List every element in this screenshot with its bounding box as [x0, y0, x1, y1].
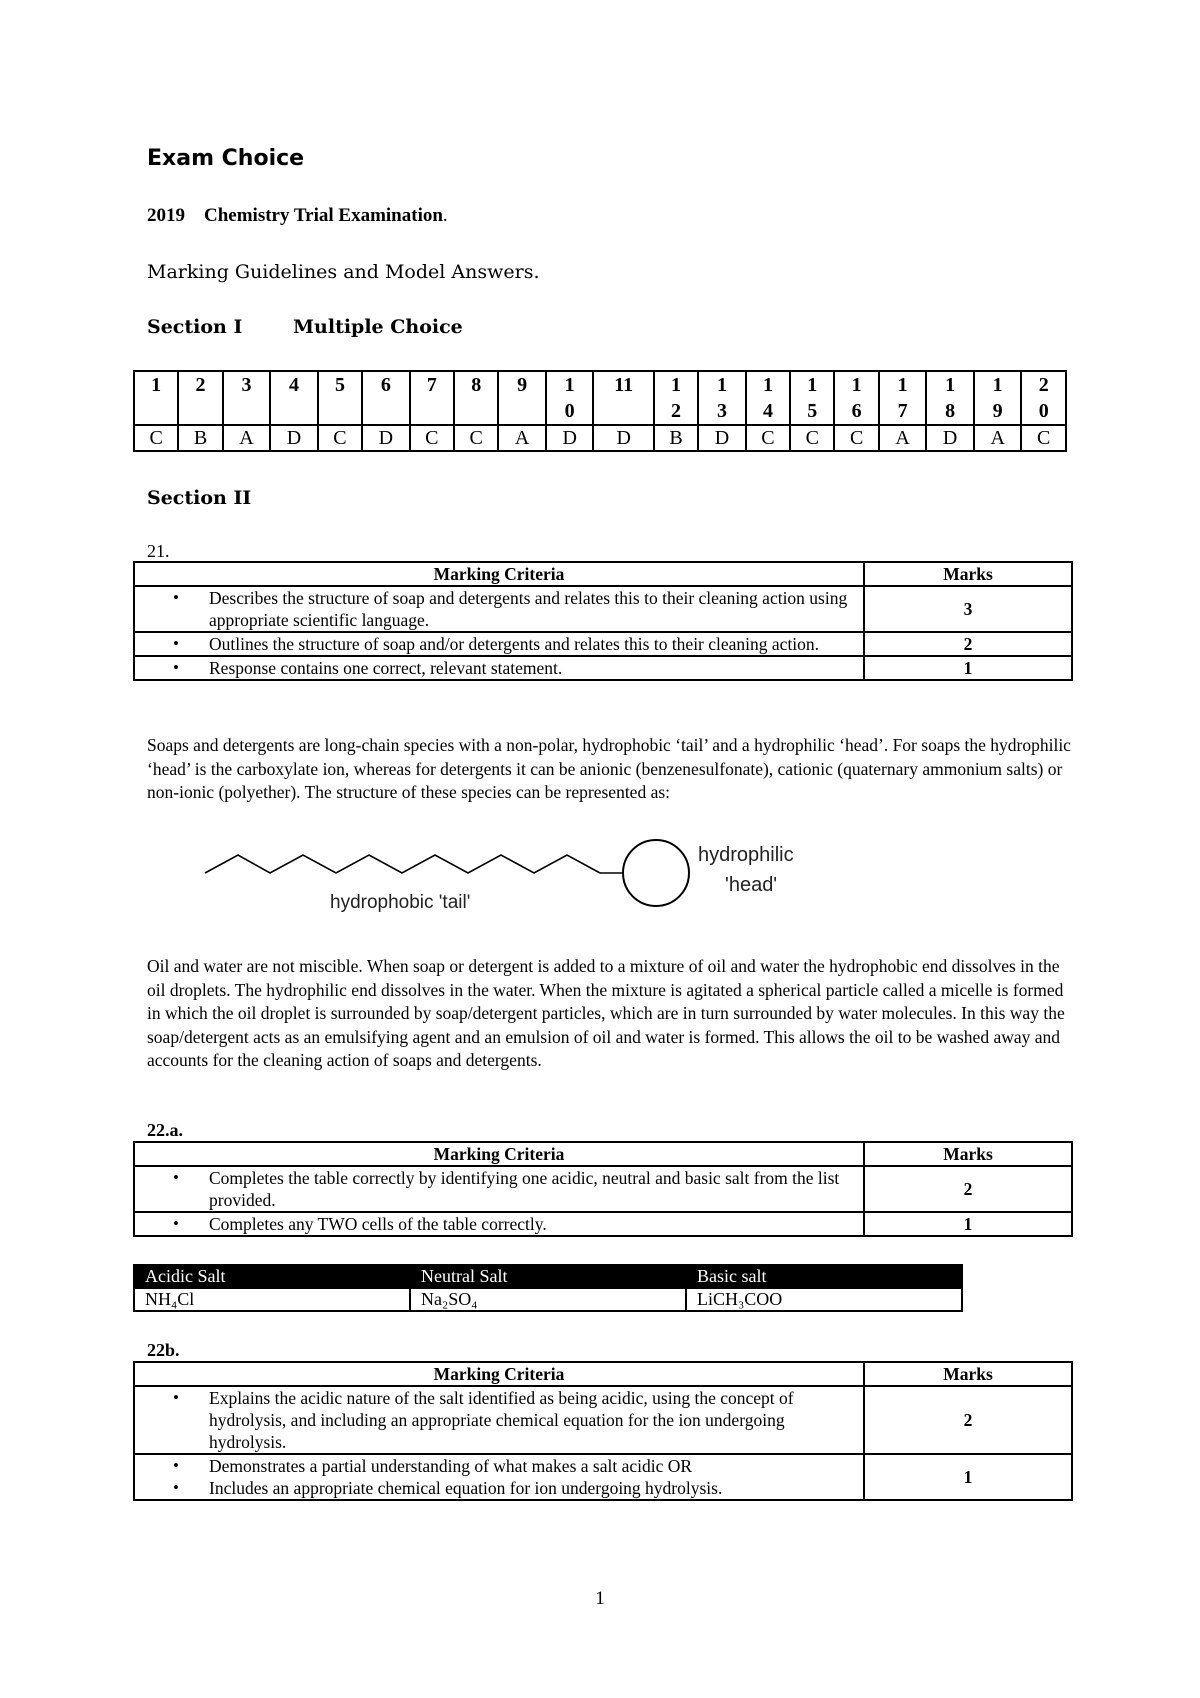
question-number-cell: 1 6: [834, 371, 878, 425]
marks-cell: 1: [864, 1212, 1072, 1236]
criteria-header: Marking Criteria: [134, 562, 864, 586]
answer-cell: C: [790, 425, 834, 451]
question-number-cell: 8: [454, 371, 498, 425]
marks-cell: 1: [864, 1454, 1072, 1500]
answer-cell: C: [454, 425, 498, 451]
hydrophobic-tail-label: hydrophobic 'tail': [330, 892, 471, 913]
criteria-cell: [134, 586, 864, 632]
question-number-cell: 9: [498, 371, 546, 425]
answer-row: [134, 425, 1066, 451]
criteria-row: [134, 1212, 1072, 1236]
answer-cell: C: [318, 425, 362, 451]
criteria-item: • Response contains one correct, relevant statement.: [209, 657, 857, 679]
criteria-header-row: [134, 1362, 1072, 1386]
answer-cell: D: [546, 425, 594, 451]
answer-cell: C: [410, 425, 454, 451]
page-number: 1: [595, 1588, 605, 1609]
criteria-header-row: [134, 1142, 1072, 1166]
guidelines-subtitle: Marking Guidelines and Model Answers.: [147, 261, 540, 283]
answer-cell: B: [178, 425, 222, 451]
marks-cell: 1: [864, 656, 1072, 680]
question-number-cell: 5: [318, 371, 362, 425]
question-number-cell: 1 9: [974, 371, 1022, 425]
criteria-row: [134, 656, 1072, 680]
criteria-cell: [134, 632, 864, 656]
criteria-item: • Outlines the structure of soap and/or detergents and relates this to their cleaning action.: [209, 633, 857, 655]
q21-answer-paragraph-1: Soaps and detergents are long-chain species with a non-polar, hydrophobic ‘tail’ and a hydrophilic ‘head’. For soaps the hydrophilic ‘head’ is the carboxylate ion, whereas for detergents it can be anionic (benzenesulfonate), cationic (quaternary ammonium salts) or non-ionic (polyether). The structure of these species can be represented as:: [147, 735, 1071, 802]
answer-cell: C: [834, 425, 878, 451]
salt-value-row: [134, 1288, 962, 1311]
answer-cell: D: [593, 425, 653, 451]
answer-cell: A: [974, 425, 1022, 451]
hydrophilic-head-label-line1: hydrophilic: [698, 844, 794, 866]
document-title: Exam Choice: [147, 146, 305, 171]
section-2-heading: Section II: [147, 487, 252, 509]
criteria-row: [134, 632, 1072, 656]
hydrophilic-head-circle: [623, 840, 689, 906]
answer-cell: D: [362, 425, 410, 451]
criteria-row: [134, 1166, 1072, 1212]
criteria-header: Marking Criteria: [134, 1362, 864, 1386]
answer-cell: C: [1021, 425, 1066, 451]
criteria-row: [134, 1454, 1072, 1500]
criteria-cell: [134, 1212, 864, 1236]
criteria-item: • Demonstrates a partial understanding of what makes a salt acidic OR: [209, 1455, 857, 1477]
hydrophobic-tail-chain: [205, 855, 600, 873]
question-22b-label: 22b.: [147, 1340, 180, 1360]
question-number-cell: 4: [270, 371, 318, 425]
question-number-row: [134, 371, 1066, 425]
exam-heading-text: 2019 Chemistry Trial Examination: [147, 205, 443, 226]
answer-cell: D: [698, 425, 746, 451]
acidic-salt-value: NH₄Cl: [134, 1288, 410, 1311]
marks-cell: 2: [864, 1386, 1072, 1454]
marks-cell: 2: [864, 632, 1072, 656]
section-1-name: Multiple Choice: [293, 316, 463, 338]
criteria-row: [134, 586, 1072, 632]
criteria-item: • Includes an appropriate chemical equation for ion undergoing hydrolysis.: [209, 1477, 857, 1499]
acidic-salt-header: Acidic Salt: [134, 1265, 410, 1288]
q22b-marking-criteria-table: [133, 1361, 1073, 1501]
question-number-cell: 1 2: [654, 371, 698, 425]
exam-heading-dot: .: [442, 205, 448, 226]
basic-salt-value: LiCH₃COO: [686, 1288, 962, 1311]
criteria-header: Marking Criteria: [134, 1142, 864, 1166]
criteria-header-row: [134, 562, 1072, 586]
marks-cell: 3: [864, 586, 1072, 632]
answer-cell: D: [926, 425, 974, 451]
question-number-cell: 1 4: [746, 371, 790, 425]
criteria-item: • Completes the table correctly by identifying one acidic, neutral and basic salt from the list provided.: [209, 1167, 857, 1211]
multiple-choice-answer-table: [133, 370, 1067, 452]
marks-header: Marks: [864, 1362, 1072, 1386]
hydrophilic-head-label-line2: 'head': [725, 874, 778, 896]
neutral-salt-value: Na₂SO₄: [410, 1288, 686, 1311]
question-number-cell: 11: [593, 371, 653, 425]
q21-marking-criteria-table: [133, 561, 1073, 681]
criteria-cell: [134, 1454, 864, 1500]
question-number-cell: 3: [223, 371, 271, 425]
question-21-label: 21.: [147, 541, 170, 561]
marks-cell: 2: [864, 1166, 1072, 1212]
criteria-cell: [134, 1166, 864, 1212]
section-1-heading: [147, 316, 463, 338]
question-number-cell: 1 3: [698, 371, 746, 425]
q22a-marking-criteria-table: [133, 1141, 1073, 1237]
answer-cell: D: [270, 425, 318, 451]
criteria-item: • Explains the acidic nature of the salt identified as being acidic, using the concept of hydrolysis, and including an appropriate chemical equation for the ion undergoing hydrolysis.: [209, 1387, 857, 1453]
answer-cell: C: [134, 425, 178, 451]
criteria-item: • Describes the structure of soap and detergents and relates this to their cleaning action using appropriate scientific language.: [209, 587, 857, 631]
question-number-cell: 6: [362, 371, 410, 425]
question-number-cell: 1 8: [926, 371, 974, 425]
salt-header-row: [134, 1265, 962, 1288]
exam-heading: [147, 205, 448, 227]
marks-header: Marks: [864, 1142, 1072, 1166]
section-1-label: Section I: [147, 316, 243, 338]
answer-cell: A: [223, 425, 271, 451]
question-number-cell: 1: [134, 371, 178, 425]
answer-cell: B: [654, 425, 698, 451]
criteria-row: [134, 1386, 1072, 1454]
neutral-salt-header: Neutral Salt: [410, 1265, 686, 1288]
q21-answer-paragraph-2: Oil and water are not miscible. When soap or detergent is added to a mixture of oil and water the hydrophobic end dissolves in the oil droplets. The hydrophilic end dissolves in the water. When the mixture is agitated a spherical particle called a micelle is formed in which the oil droplet is surrounded by soap/detergent particles, which are in turn surrounded by water molecules. In this way the soap/detergent acts as an emulsifying agent and an emulsion of oil and water is formed. This allows the oil to be washed away and accounts for the cleaning action of soaps and detergents.: [147, 956, 1065, 1070]
salt-classification-table: [133, 1264, 963, 1312]
answer-cell: A: [498, 425, 546, 451]
answer-cell: A: [879, 425, 927, 451]
marks-header: Marks: [864, 562, 1072, 586]
surfactant-structure-diagram: [200, 835, 820, 945]
answer-cell: C: [746, 425, 790, 451]
question-number-cell: 1 7: [879, 371, 927, 425]
question-22a-label: 22.a.: [147, 1120, 183, 1140]
question-number-cell: 2: [178, 371, 222, 425]
question-number-cell: 2 0: [1021, 371, 1066, 425]
criteria-cell: [134, 656, 864, 680]
criteria-cell: [134, 1386, 864, 1454]
basic-salt-header: Basic salt: [686, 1265, 962, 1288]
question-number-cell: 1 0: [546, 371, 594, 425]
question-number-cell: 7: [410, 371, 454, 425]
criteria-item: • Completes any TWO cells of the table correctly.: [209, 1213, 857, 1235]
question-number-cell: 1 5: [790, 371, 834, 425]
